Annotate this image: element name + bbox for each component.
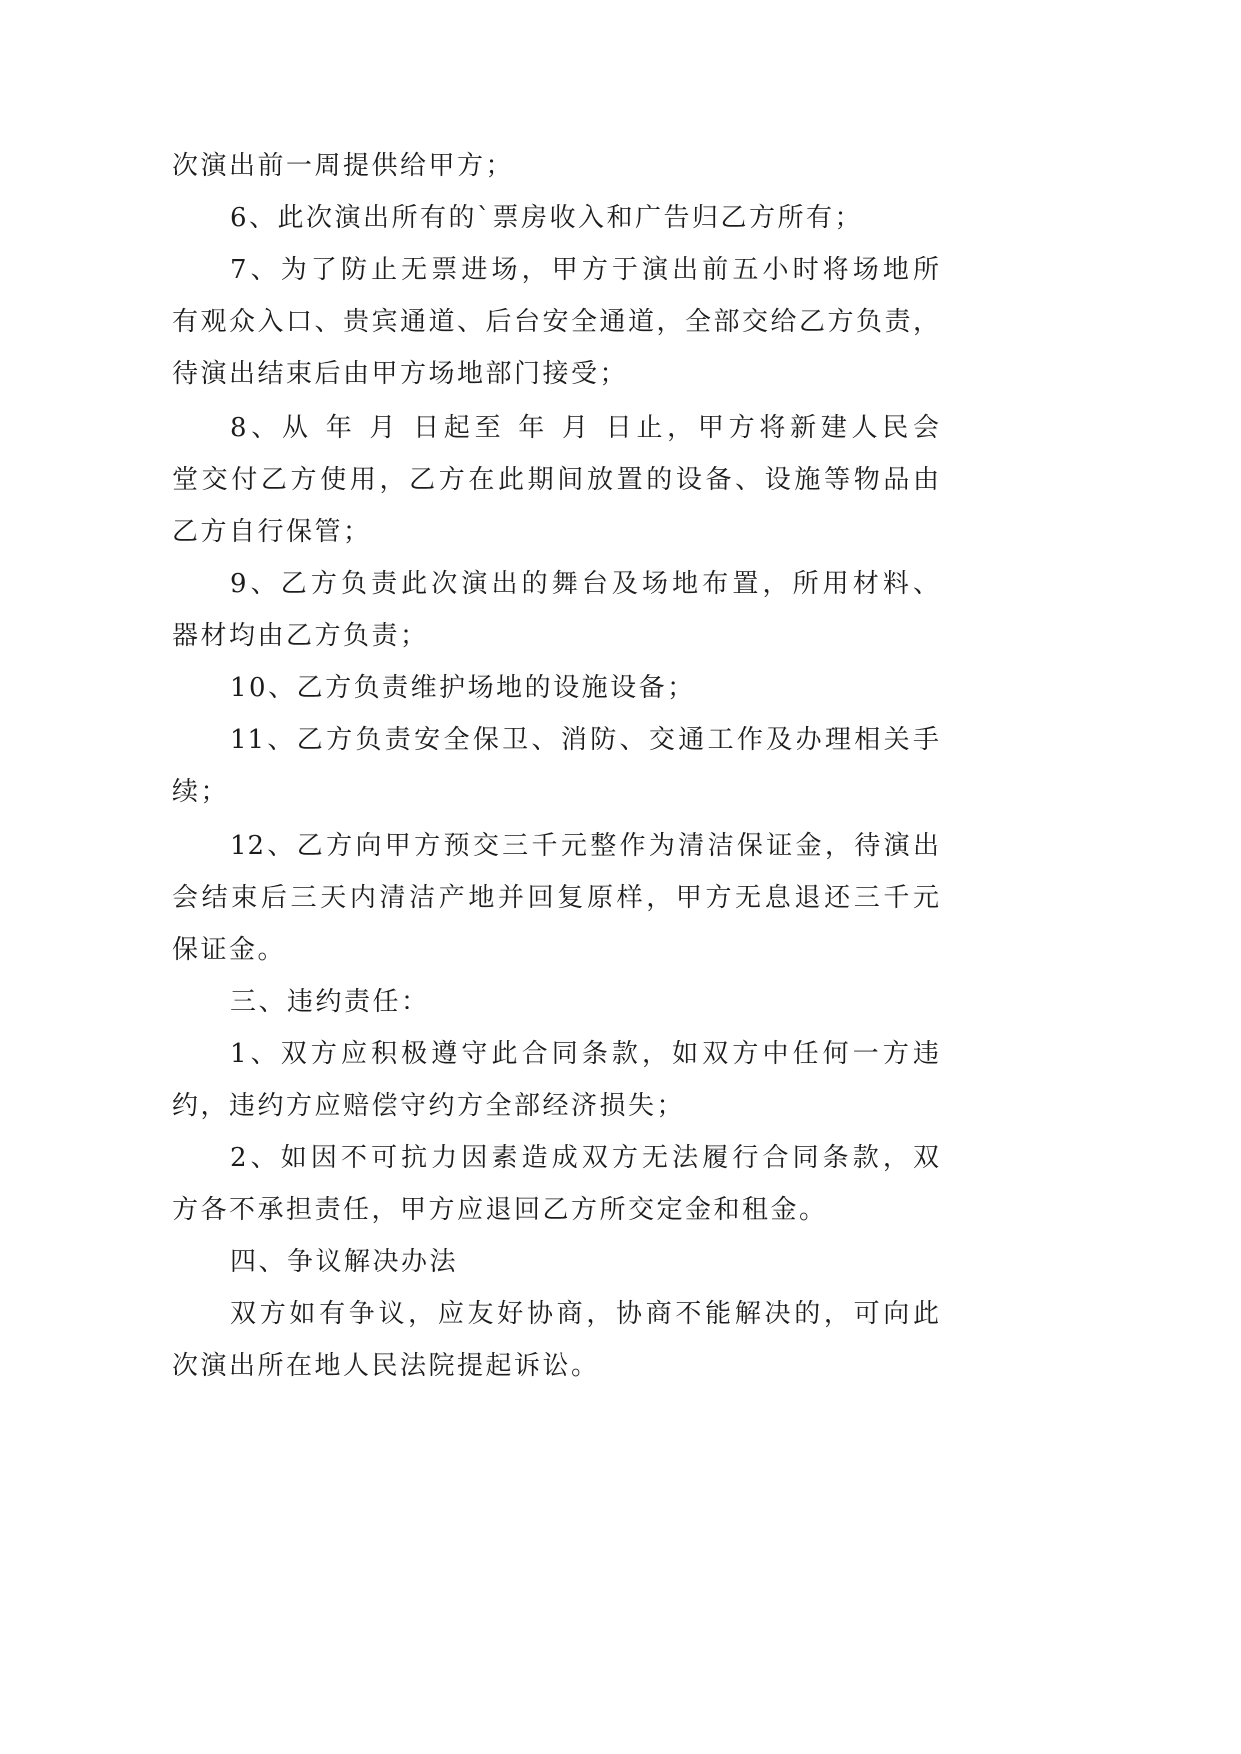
paragraph-line: 6、此次演出所有的`票房收入和广告归乙方所有； bbox=[230, 203, 864, 233]
paragraph-line: 次演出所在地人民法院提起诉讼。 bbox=[172, 1351, 600, 1381]
paragraph-line: 约，违约方应赔偿守约方全部经济损失； bbox=[172, 1091, 686, 1121]
paragraph-line: 12、乙方向甲方预交三千元整作为清洁保证金，待演出 bbox=[230, 831, 940, 861]
paragraph-line: 乙方自行保管； bbox=[172, 517, 372, 547]
paragraph-line: 会结束后三天内清洁产地并回复原样，甲方无息退还三千元 bbox=[172, 883, 940, 913]
section-heading: 四、争议解决办法 bbox=[230, 1247, 459, 1277]
paragraph-line: 8、从 年 月 日起至 年 月 日止，甲方将新建人民会 bbox=[230, 413, 940, 443]
paragraph-line: 10、乙方负责维护场地的设施设备； bbox=[230, 673, 696, 703]
paragraph-line: 次演出前一周提供给甲方； bbox=[172, 151, 515, 181]
paragraph-line: 方各不承担责任，甲方应退回乙方所交定金和租金。 bbox=[172, 1195, 828, 1225]
paragraph-line: 有观众入口、贵宾通道、后台安全通道，全部交给乙方负责， bbox=[172, 307, 940, 337]
paragraph-line: 2、如因不可抗力因素造成双方无法履行合同条款，双 bbox=[230, 1143, 940, 1173]
paragraph-line: 续； bbox=[172, 777, 230, 807]
paragraph-line: 器材均由乙方负责； bbox=[172, 621, 429, 651]
section-heading: 三、违约责任： bbox=[230, 987, 430, 1017]
paragraph-line: 9、乙方负责此次演出的舞台及场地布置，所用材料、 bbox=[230, 569, 940, 599]
paragraph-line: 7、为了防止无票进场，甲方于演出前五小时将场地所 bbox=[230, 255, 940, 285]
paragraph-line: 保证金。 bbox=[172, 935, 287, 965]
paragraph-line: 1、双方应积极遵守此合同条款，如双方中任何一方违 bbox=[230, 1039, 940, 1069]
paragraph-line: 待演出结束后由甲方场地部门接受； bbox=[172, 359, 629, 389]
paragraph-line: 双方如有争议，应友好协商，协商不能解决的，可向此 bbox=[230, 1299, 940, 1329]
paragraph-line: 11、乙方负责安全保卫、消防、交通工作及办理相关手 bbox=[230, 725, 940, 755]
paragraph-line: 堂交付乙方使用，乙方在此期间放置的设备、设施等物品由 bbox=[172, 465, 940, 495]
